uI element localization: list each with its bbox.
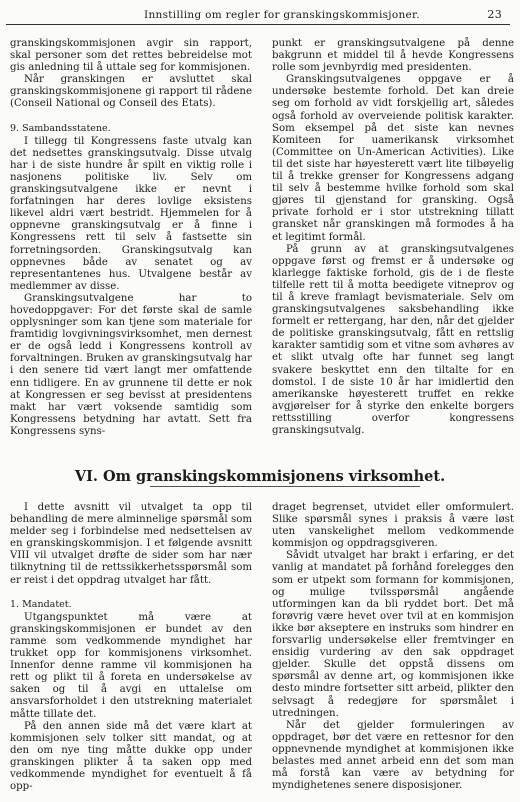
paragraph: Når granskingen er avsluttet skal granskingskommisjonene gi rapport til rådene (Conseil National og Conseil des Etats). [10,74,252,110]
paragraph: Såvidt utvalget har brakt i erfaring, er det vanlig at mandatet på forhånd forelegges den som er utpekt som formann for kommisjonen, og mulige tvilsspørsmål angående utformingen kan da bli ryddet bort. Det må forøvrig være hevet over tvil at en kommisjon ikke bør akseptere en instruks som hindrer en forsvarlig undersøkelse eller fremtvinger en ensidig vurdering av den sak oppdraget gjelder. Skulle det oppstå dissens om spørsmål av denne art, og kommisjonen ikke desto mindre fortsetter sitt arbeid, plikter den selvsagt å redegjøre for spørsmålet i utredningen. [272,550,514,719]
bottom-left-column [10,502,252,793]
paragraph: Granskingsutvalgenes oppgave er å undersøke bestemte forhold. Det kan dreie seg om forhold av vidt forskjellig art, således også forhold av overveiende politisk karakter. Som eksempel på det siste kan nevnes Komiteen for uamerikansk virksomhet (Committee on Un-American Activities). Like til det siste har høyesterett vært lite tilbøyelig til å trekke grenser for Kongressens adgang til selv å bestemme hvilke forhold som skal gjøres til gjenstand for gransking. Også private forhold er i stor utstrekning tillatt gransket når granskingen må formodes å ha et legitimt formål. [272,74,514,243]
top-right-column [272,38,514,437]
paragraph: Utgangspunktet må være at granskingskommisjonen er bundet av den ramme som vedkommende myndighet har trukket opp for kommisjonens virksomhet. Innenfor denne ramme vil kommisjonen ha rett og plikt til å foreta en undersøkelse av saken og til å avgi en uttalelse om ansvarsforholdet i den utstrekning materialet måtte tillate det. [10,611,252,720]
paragraph: draget begrenset, utvidet eller omformulert. Slike spørsmål synes i praksis å være løst uten vanskelighet mellom vedkommende kommisjon og oppdragsgiveren. [272,502,514,550]
paragraph: granskingskommisjonen avgir sin rapport, skal personer som det rettes bebreidelse mot gis anledning til å uttale seg for kommisjonen. [10,38,252,74]
paragraph: Granskingsutvalgene har to hovedoppgaver: For det første skal de samle opplysninger som kan tjene som materiale for framtidig lovgivningsvirksomhet, men dernest er de også ledd i Kongressens kontroll av forvaltningen. Bruken av granskingsutvalg har i den senere tid vært langt mer omfattende enn tidligere. En av grunnene til dette er nok at Kongressen er seg bevisst at presidentens makt har vært voksende samtidig som Kongressens betydning har avtatt. Sett fra Kongressens syns- [10,292,252,437]
top-left-column [10,38,252,438]
section-heading-underline [150,486,420,487]
header-title: Innstilling om regler for granskingskommisjoner. [144,9,420,21]
subsection-heading: 9. Sambandsstatene. [10,122,111,134]
paragraph: På den annen side må det være klart at kommisjonen selv tolker sitt mandat, og at den om nye ting måtte dukke opp under granskingen plikter å ta saken opp med vedkommende myndighet for eventuelt å få opp- [10,720,252,793]
page-number: 23 [487,8,502,21]
running-header [6,6,510,25]
paragraph: I tillegg til Kongressens faste utvalg kan det nedsettes granskingsutvalg. Disse utvalg har i de siste hundre år spilt en viktig rolle i nasjonens politiske liv. Selv om granskingsutvalgene ikke er nevnt i forfatningen har deres lovlige eksistens likevel aldri vært bestridt. Hjemmelen for å oppnevne granskingsutvalg er å finne i Kongressens rett til selv å fastsette sin forretningsorden. Granskingsutvalg kan oppnevnes både av senatet og av representantenes hus. Utvalgene består av medlemmer av disse. [10,135,252,292]
paragraph: I dette avsnitt vil utvalget ta opp til behandling de mere alminnelige spørsmål som melder seg i forbindelse med nedsettelsen av en granskingskommisjon. I et følgende avsnitt VIII vil utvalget drøfte de sider som har nær tilknytning til de rettssikkerhetsspørsmål som er reist i det oppdrag utvalget har fått. [10,502,252,586]
paragraph: punkt er granskingsutvalgene på denne bakgrunn et middel til å hevde Kongressens rolle som jevnbyrdig med presidenten. [272,38,514,74]
subsection-heading: 1. Mandatet. [10,598,72,610]
section-heading: VI. Om granskingskommisjonens virksomhet. [74,468,446,485]
paragraph: På grunn av at granskingsutvalgenes oppgave først og fremst er å undersøke og klarlegge faktiske forhold, gis de i de fleste tilfelle rett til å motta beedigete vitneprov og til å kreve framlagt bevismateriale. Selv om granskingsutvalgenes saksbehandling ikke formelt er rettergang, har den, når det gjelder de politiske granskingsutvalg, fått en rettslig karakter samtidig som et vitne som avhøres av et slikt utvalg ofte har funnet seg langt svakere beskyttet enn den tiltalte for en domstol. I de siste 10 år har imidlertid den amerikanske høyesterett truffet en rekke avgjørelser for å styrke den enkelte borgers rettsstilling overfor kongressens granskingsutvalg. [272,243,514,436]
paragraph: Når det gjelder formuleringen av oppdraget, bør det være en rettesnor for den oppnevnende myndighet at kommisjonen ikke belastes med annet arbeid enn det som man må forstå kan være av betydning for myndighetenes senere disposisjoner. [272,719,514,792]
bottom-right-column [272,502,514,792]
